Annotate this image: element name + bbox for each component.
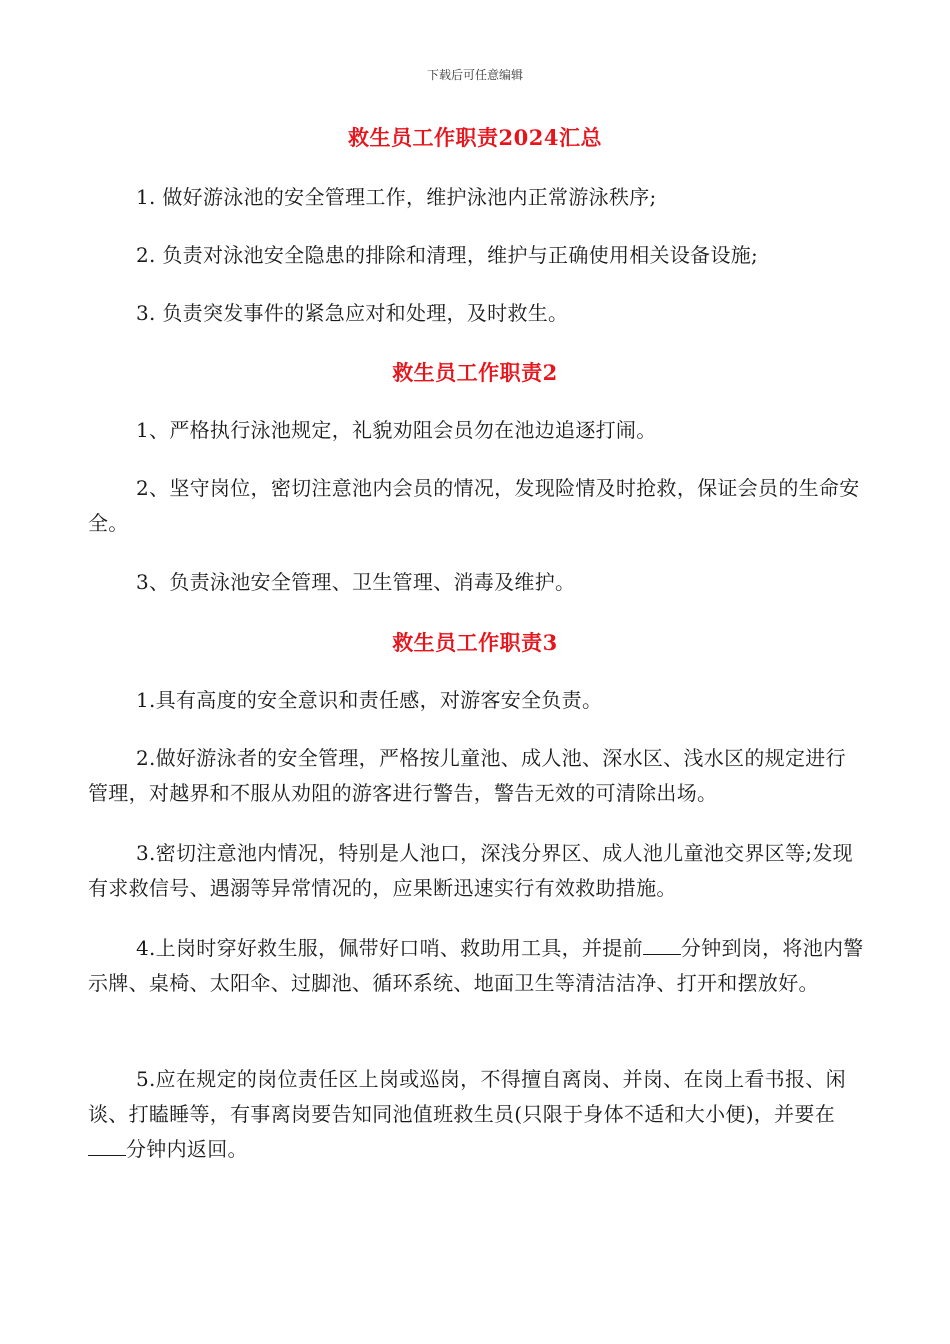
section-1-item-3: 3. 负责突发事件的紧急应对和处理，及时救生。 bbox=[136, 301, 569, 325]
section-2-item-1: 1、严格执行泳池规定，礼貌劝阻会员勿在池边追逐打闹。 bbox=[136, 418, 657, 442]
fill-in-blank bbox=[88, 1137, 126, 1156]
section-3-item-3: 3.密切注意池内情况，特别是人池口，深浅分界区、成人池儿童池交界区等;发现有求救信号、遇溺等异常情况的，应果断迅速实行有效救助措施。 bbox=[88, 841, 853, 900]
fill-in-blank bbox=[643, 936, 681, 955]
section-2-title: 救生员工作职责2 bbox=[392, 360, 558, 385]
section-3-item-4 bbox=[88, 931, 864, 1001]
header-note: 下载后可任意编辑 bbox=[426, 68, 523, 82]
section-3-title: 救生员工作职责3 bbox=[392, 630, 558, 655]
section-2-item-2: 2、坚守岗位，密切注意池内会员的情况，发现险情及时抢救，保证会员的生命安全。 bbox=[88, 476, 860, 535]
item-4-text-after: 分钟到岗，将池内警示牌、桌椅、太阳伞、过脚池、循环系统、地面卫生等清洁洁净、打开和摆放好。 bbox=[88, 936, 864, 995]
section-2-item-3: 3、负责泳池安全管理、卫生管理、消毒及维护。 bbox=[136, 570, 576, 594]
item-5-text-before: 5.应在规定的岗位责任区上岗或巡岗，不得擅自离岗、并岗、在岗上看书报、闲谈、打瞌睡等，有事离岗要告知同池值班救生员(只限于身体不适和大小便)，并要在 bbox=[88, 1067, 846, 1126]
item-5-text-after: 分钟内返回。 bbox=[126, 1137, 248, 1161]
section-3-item-5 bbox=[88, 1062, 864, 1167]
section-1-title: 救生员工作职责2024汇总 bbox=[348, 125, 602, 150]
section-3-item-2: 2.做好游泳者的安全管理，严格按儿童池、成人池、深水区、浅水区的规定进行管理，对越界和不服从劝阻的游客进行警告，警告无效的可清除出场。 bbox=[88, 746, 846, 805]
section-1-item-2: 2. 负责对泳池安全隐患的排除和清理，维护与正确使用相关设备设施; bbox=[136, 243, 759, 267]
section-3-item-1: 1.具有高度的安全意识和责任感，对游客安全负责。 bbox=[136, 688, 603, 712]
item-4-text-before: 4.上岗时穿好救生服，佩带好口哨、救助用工具，并提前 bbox=[136, 936, 643, 960]
section-1-item-1: 1. 做好游泳池的安全管理工作，维护泳池内正常游泳秩序; bbox=[136, 185, 657, 209]
